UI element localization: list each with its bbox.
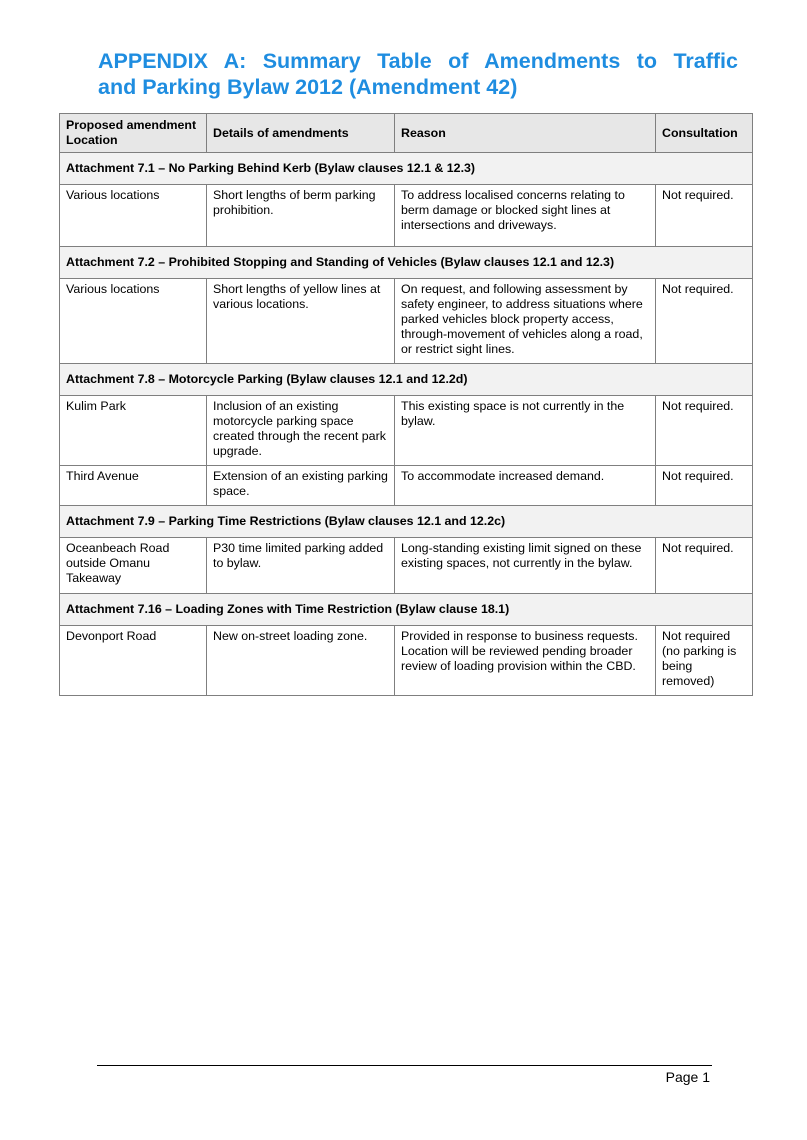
section-heading-row (60, 594, 753, 626)
cell-consultation: Not required. (656, 279, 753, 364)
cell-reason: On request, and following assessment by safety engineer, to address situations where parked vehicles block property access, through-movement of vehicles along a road, or restrict sight lines. (395, 279, 656, 364)
section-heading-row (60, 506, 753, 538)
cell-details: Extension of an existing parking space. (207, 466, 395, 506)
cell-consultation: Not required. (656, 396, 753, 466)
cell-location: Kulim Park (60, 396, 207, 466)
cell-reason: Long-standing existing limit signed on these existing spaces, not currently in the bylaw. (395, 538, 656, 594)
header-location-line2: Location (66, 133, 118, 147)
page-number: Page 1 (665, 1069, 710, 1085)
cell-location: Oceanbeach Road outside Omanu Takeaway (60, 538, 207, 594)
cell-consultation: Not required. (656, 466, 753, 506)
header-consultation: Consultation (656, 114, 753, 153)
section-heading-row (60, 153, 753, 185)
table-row (60, 279, 753, 364)
cell-details: Inclusion of an existing motorcycle parking space created through the recent park upgrade. (207, 396, 395, 466)
table-row (60, 626, 753, 696)
cell-details: Short lengths of berm parking prohibition. (207, 185, 395, 247)
section-heading: Attachment 7.16 – Loading Zones with Time Restriction (Bylaw clause 18.1) (60, 594, 753, 626)
cell-location: Third Avenue (60, 466, 207, 506)
title-line-1: APPENDIX A: Summary Table of Amendments to Traffic (98, 49, 738, 73)
title-line-2: and Parking Bylaw 2012 (Amendment 42) (98, 75, 518, 99)
header-reason: Reason (395, 114, 656, 153)
cell-location: Various locations (60, 185, 207, 247)
header-location (60, 114, 207, 153)
table-row (60, 466, 753, 506)
cell-consultation: Not required. (656, 185, 753, 247)
cell-details: New on-street loading zone. (207, 626, 395, 696)
cell-reason: This existing space is not currently in the bylaw. (395, 396, 656, 466)
amendments-table (59, 113, 753, 696)
table-header-row (60, 114, 753, 153)
cell-reason: Provided in response to business requests. Location will be reviewed pending broader review of loading provision within the CBD. (395, 626, 656, 696)
table-row (60, 185, 753, 247)
cell-reason: To address localised concerns relating to berm damage or blocked sight lines at intersections and driveways. (395, 185, 656, 247)
header-details: Details of amendments (207, 114, 395, 153)
section-heading: Attachment 7.2 – Prohibited Stopping and Standing of Vehicles (Bylaw clauses 12.1 and 12.3) (60, 247, 753, 279)
section-heading: Attachment 7.9 – Parking Time Restrictions (Bylaw clauses 12.1 and 12.2c) (60, 506, 753, 538)
cell-location: Various locations (60, 279, 207, 364)
table-row (60, 396, 753, 466)
cell-consultation: Not required. (656, 538, 753, 594)
cell-consultation: Not required (no parking is being removed) (656, 626, 753, 696)
page-title (98, 48, 738, 100)
header-location-line1: Proposed amendment (66, 118, 197, 132)
cell-location: Devonport Road (60, 626, 207, 696)
cell-details: Short lengths of yellow lines at various locations. (207, 279, 395, 364)
cell-details: P30 time limited parking added to bylaw. (207, 538, 395, 594)
table-row (60, 538, 753, 594)
section-heading: Attachment 7.1 – No Parking Behind Kerb (Bylaw clauses 12.1 & 12.3) (60, 153, 753, 185)
footer-divider (97, 1065, 712, 1066)
section-heading: Attachment 7.8 – Motorcycle Parking (Bylaw clauses 12.1 and 12.2d) (60, 364, 753, 396)
section-heading-row (60, 364, 753, 396)
cell-reason: To accommodate increased demand. (395, 466, 656, 506)
section-heading-row (60, 247, 753, 279)
